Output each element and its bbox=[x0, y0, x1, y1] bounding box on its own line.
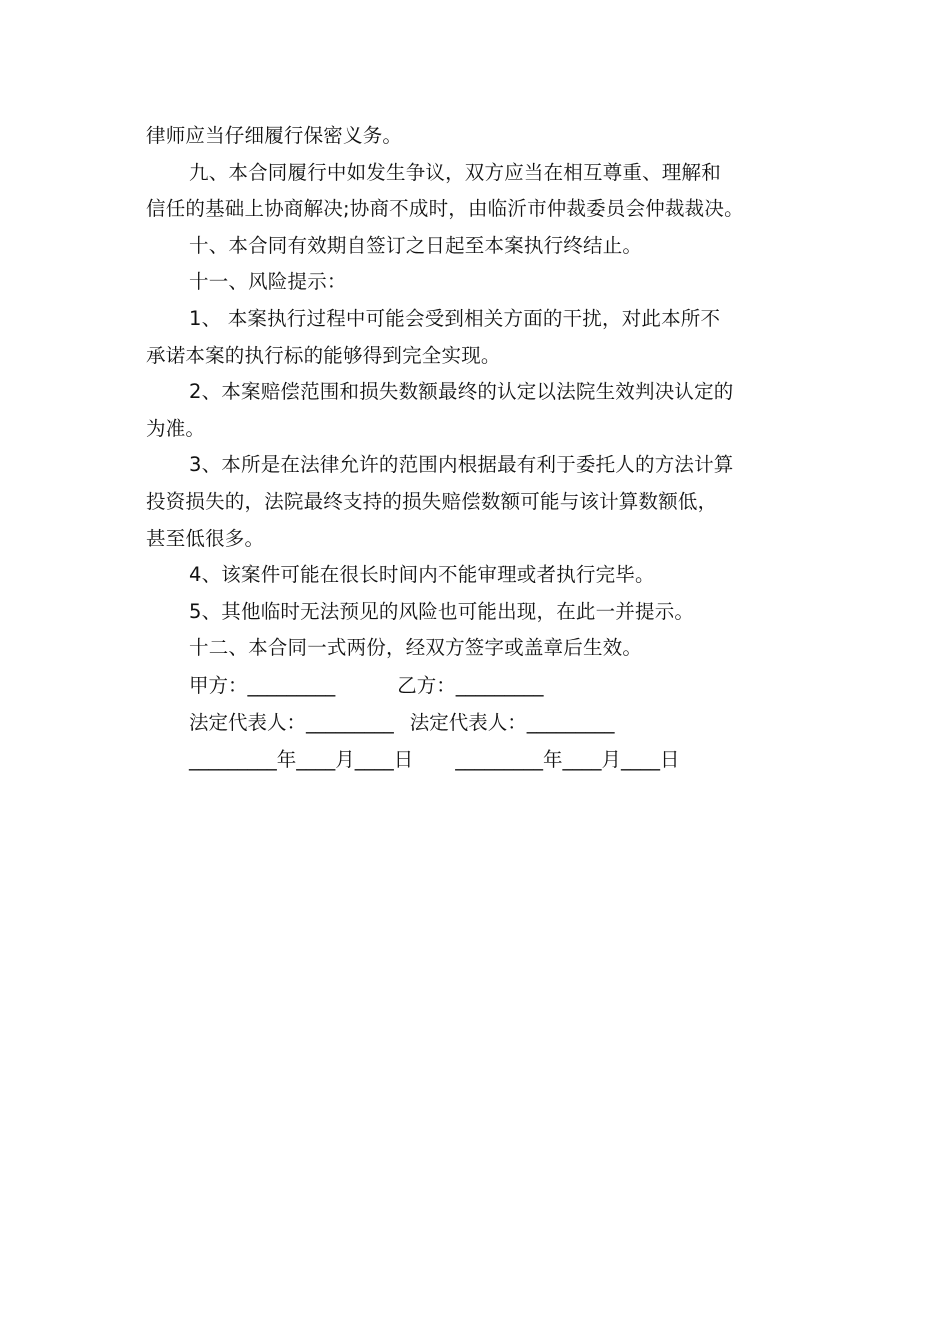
text-line-14: 5、其他临时无法预见的风险也可能出现，在此一并提示。 bbox=[189, 599, 695, 623]
text-line-11: 投资损失的，法院最终支持的损失赔偿数额可能与该计算数额低， bbox=[146, 489, 718, 513]
text-line-1: 律师应当仔细履行保密义务。 bbox=[146, 124, 403, 147]
party-b-representative: 法定代表人：_________ bbox=[409, 710, 615, 734]
text-line-3: 信任的基础上协商解决;协商不成时，由临沂市仲裁委员会仲裁裁决。 bbox=[146, 197, 744, 221]
text-line-7: 承诺本案的执行标的能够得到完全实现。 bbox=[146, 343, 501, 367]
text-line-4: 十、本合同有效期自签订之日起至本案执行终结止。 bbox=[189, 233, 643, 257]
party-a-representative: 法定代表人：_________ bbox=[189, 710, 394, 734]
text-line-8: 2、本案赔偿范围和损失数额最终的认定以法院生效判决认定的 bbox=[189, 380, 734, 404]
signature-parties-row bbox=[146, 667, 810, 704]
party-b-date: _________年____月____日 bbox=[455, 747, 680, 771]
signature-representatives-row bbox=[146, 704, 810, 741]
text-line-15: 十二、本合同一式两份，经双方签字或盖章后生效。 bbox=[189, 636, 643, 660]
text-line-9: 为准。 bbox=[146, 416, 206, 440]
party-b-signature: 乙方：_________ bbox=[397, 673, 544, 697]
party-a-date: _________年____月____日 bbox=[189, 747, 414, 771]
party-a-signature: 甲方：_________ bbox=[189, 673, 336, 697]
signature-dates-row bbox=[146, 741, 810, 778]
text-line-10: 3、本所是在法律允许的范围内根据最有利于委托人的方法计算 bbox=[189, 453, 734, 477]
text-line-6: 1、 本案执行过程中可能会受到相关方面的干扰，对此本所不 bbox=[189, 306, 721, 330]
document-page bbox=[146, 118, 810, 778]
text-line-12: 甚至低很多。 bbox=[146, 526, 265, 550]
text-line-13: 4、该案件可能在很长时间内不能审理或者执行完毕。 bbox=[189, 563, 655, 587]
text-line-5: 十一、风险提示： bbox=[189, 270, 347, 294]
text-line-2: 九、本合同履行中如发生争议，双方应当在相互尊重、理解和 bbox=[189, 160, 721, 184]
